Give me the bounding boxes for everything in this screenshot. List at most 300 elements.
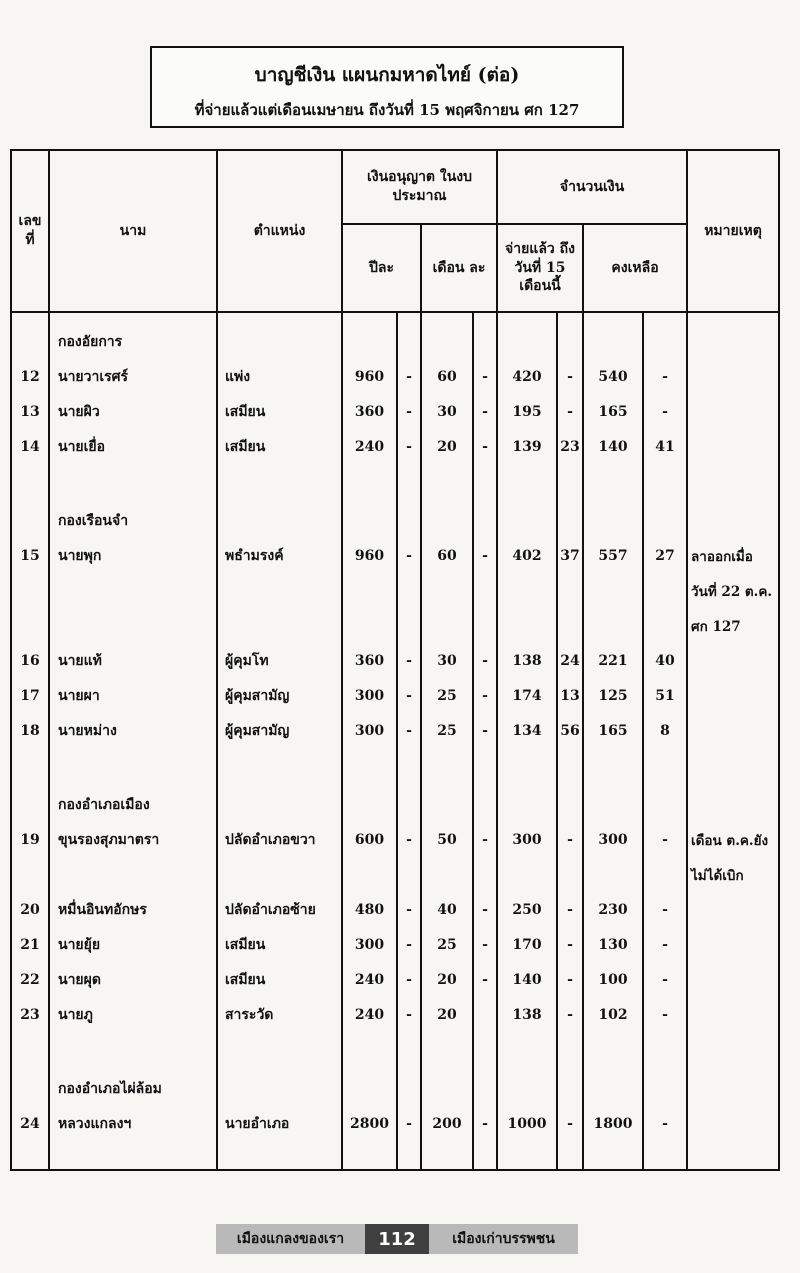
header-position: ตำแหน่ง xyxy=(217,150,342,312)
note-continuation-row xyxy=(11,573,779,608)
row-name: นายผุด xyxy=(49,962,217,997)
row-position: นายอำเภอ xyxy=(217,1106,342,1141)
header-no: เลข ที่ xyxy=(11,150,49,312)
row-month-amount: 25 xyxy=(421,927,473,962)
row-note xyxy=(687,359,779,394)
row-paid-amount xyxy=(497,776,557,822)
row-number: 13 xyxy=(11,394,49,429)
section-row xyxy=(11,776,779,822)
row-paid-amount: 134 xyxy=(497,713,557,748)
row-paid-amount xyxy=(497,573,557,608)
row-month-amount xyxy=(421,748,473,776)
row-number: 22 xyxy=(11,962,49,997)
row-paid-fraction: 13 xyxy=(557,678,583,713)
row-name xyxy=(49,608,217,643)
row-position: ผู้คุมสามัญ xyxy=(217,713,342,748)
spacer-row xyxy=(11,1141,779,1170)
row-remaining-fraction xyxy=(643,748,687,776)
row-paid-fraction xyxy=(557,312,583,359)
row-remaining-fraction: - xyxy=(643,892,687,927)
row-number xyxy=(11,492,49,538)
row-remaining-fraction: 40 xyxy=(643,643,687,678)
row-note xyxy=(687,312,779,359)
row-year-amount: 360 xyxy=(342,394,397,429)
row-month-fraction xyxy=(473,1032,497,1060)
row-number: 12 xyxy=(11,359,49,394)
row-year-amount: 300 xyxy=(342,927,397,962)
row-remaining-fraction: - xyxy=(643,927,687,962)
header-per-year: ปีละ xyxy=(342,224,421,312)
row-note xyxy=(687,927,779,962)
row-year-fraction: - xyxy=(397,643,421,678)
row-month-fraction: - xyxy=(473,429,497,464)
row-month-amount: 200 xyxy=(421,1106,473,1141)
row-paid-fraction: - xyxy=(557,1106,583,1141)
row-year-fraction xyxy=(397,748,421,776)
row-note xyxy=(687,892,779,927)
row-remaining-fraction xyxy=(643,1060,687,1106)
row-name: นายหม่าง xyxy=(49,713,217,748)
row-remaining-fraction: 27 xyxy=(643,538,687,573)
row-year-fraction xyxy=(397,857,421,892)
row-year-amount: 240 xyxy=(342,962,397,997)
row-remaining-fraction xyxy=(643,492,687,538)
row-year-fraction: - xyxy=(397,713,421,748)
row-year-fraction xyxy=(397,1141,421,1170)
row-year-fraction: - xyxy=(397,429,421,464)
row-paid-fraction: 37 xyxy=(557,538,583,573)
row-paid-amount xyxy=(497,1060,557,1106)
row-month-amount: 60 xyxy=(421,538,473,573)
row-year-fraction: - xyxy=(397,997,421,1032)
row-month-amount: 20 xyxy=(421,429,473,464)
row-position xyxy=(217,857,342,892)
row-month-fraction xyxy=(473,464,497,492)
row-note: วันที่ 22 ต.ค. xyxy=(687,573,779,608)
row-remaining-amount: 557 xyxy=(583,538,643,573)
row-number: 17 xyxy=(11,678,49,713)
table-row xyxy=(11,678,779,713)
row-year-fraction xyxy=(397,608,421,643)
row-paid-fraction xyxy=(557,776,583,822)
row-year-amount: 300 xyxy=(342,713,397,748)
row-remaining-amount: 165 xyxy=(583,713,643,748)
row-name: หลวงแกลงฯ xyxy=(49,1106,217,1141)
row-year-fraction xyxy=(397,312,421,359)
table-row xyxy=(11,892,779,927)
row-number: 19 xyxy=(11,822,49,857)
title-box xyxy=(150,46,624,128)
table-row xyxy=(11,359,779,394)
row-month-amount xyxy=(421,1141,473,1170)
row-year-fraction xyxy=(397,1032,421,1060)
row-name xyxy=(49,748,217,776)
row-month-amount: 30 xyxy=(421,394,473,429)
row-month-fraction: - xyxy=(473,892,497,927)
row-remaining-amount: 1800 xyxy=(583,1106,643,1141)
row-month-fraction xyxy=(473,776,497,822)
row-position: พธำมรงค์ xyxy=(217,538,342,573)
section-row xyxy=(11,312,779,359)
row-name xyxy=(49,464,217,492)
table-row xyxy=(11,822,779,857)
row-name: กองอัยการ xyxy=(49,312,217,359)
row-number: 14 xyxy=(11,429,49,464)
row-number xyxy=(11,608,49,643)
row-note xyxy=(687,464,779,492)
row-position xyxy=(217,748,342,776)
row-paid-amount: 138 xyxy=(497,643,557,678)
row-month-amount xyxy=(421,776,473,822)
row-year-fraction: - xyxy=(397,359,421,394)
row-month-fraction xyxy=(473,312,497,359)
row-number xyxy=(11,464,49,492)
row-remaining-fraction: - xyxy=(643,962,687,997)
row-paid-fraction xyxy=(557,464,583,492)
row-year-amount xyxy=(342,492,397,538)
row-remaining-fraction: 8 xyxy=(643,713,687,748)
row-name: กองอำเภอเมือง xyxy=(49,776,217,822)
table-row xyxy=(11,962,779,997)
row-paid-fraction: - xyxy=(557,359,583,394)
row-month-amount: 25 xyxy=(421,713,473,748)
row-paid-amount: 420 xyxy=(497,359,557,394)
row-month-fraction: - xyxy=(473,394,497,429)
row-note xyxy=(687,643,779,678)
row-remaining-amount: 300 xyxy=(583,822,643,857)
header-amount: จำนวนเงิน xyxy=(497,150,687,224)
row-paid-fraction xyxy=(557,1032,583,1060)
row-month-amount: 50 xyxy=(421,822,473,857)
row-remaining-amount: 130 xyxy=(583,927,643,962)
header-remaining: คงเหลือ xyxy=(583,224,687,312)
row-year-fraction xyxy=(397,573,421,608)
row-note xyxy=(687,678,779,713)
row-note xyxy=(687,429,779,464)
row-year-fraction: - xyxy=(397,1106,421,1141)
row-year-fraction: - xyxy=(397,538,421,573)
row-remaining-fraction xyxy=(643,608,687,643)
row-position xyxy=(217,776,342,822)
row-position xyxy=(217,573,342,608)
row-remaining-amount xyxy=(583,1060,643,1106)
row-position xyxy=(217,1060,342,1106)
row-month-fraction xyxy=(473,1060,497,1106)
row-month-amount: 30 xyxy=(421,643,473,678)
section-row xyxy=(11,1060,779,1106)
row-month-amount xyxy=(421,608,473,643)
row-note xyxy=(687,713,779,748)
row-paid-fraction: - xyxy=(557,927,583,962)
row-position: เสมียน xyxy=(217,962,342,997)
row-year-amount xyxy=(342,608,397,643)
row-paid-amount xyxy=(497,464,557,492)
row-note xyxy=(687,1060,779,1106)
row-year-fraction: - xyxy=(397,678,421,713)
row-remaining-amount: 165 xyxy=(583,394,643,429)
row-remaining-amount xyxy=(583,464,643,492)
row-month-fraction: - xyxy=(473,962,497,997)
row-month-amount: 25 xyxy=(421,678,473,713)
note-continuation-row xyxy=(11,857,779,892)
table-row xyxy=(11,1106,779,1141)
row-paid-fraction xyxy=(557,608,583,643)
spacer-row xyxy=(11,464,779,492)
row-position xyxy=(217,464,342,492)
row-year-fraction: - xyxy=(397,892,421,927)
header-paid: จ่ายแล้ว ถึงวันที่ 15 เดือนนี้ xyxy=(497,224,583,312)
row-number: 21 xyxy=(11,927,49,962)
row-remaining-amount xyxy=(583,748,643,776)
table-row xyxy=(11,429,779,464)
row-remaining-amount xyxy=(583,608,643,643)
row-month-amount xyxy=(421,857,473,892)
row-remaining-fraction xyxy=(643,573,687,608)
row-paid-fraction: 56 xyxy=(557,713,583,748)
row-year-amount xyxy=(342,776,397,822)
row-month-amount: 20 xyxy=(421,997,473,1032)
row-remaining-fraction: - xyxy=(643,394,687,429)
row-name xyxy=(49,857,217,892)
row-remaining-fraction: - xyxy=(643,997,687,1032)
row-year-amount: 960 xyxy=(342,538,397,573)
row-note xyxy=(687,1032,779,1060)
row-number: 24 xyxy=(11,1106,49,1141)
row-position xyxy=(217,608,342,643)
row-remaining-amount xyxy=(583,573,643,608)
row-month-fraction xyxy=(473,857,497,892)
row-paid-amount xyxy=(497,312,557,359)
row-note: ลาออกเมื่อ xyxy=(687,538,779,573)
row-month-amount xyxy=(421,492,473,538)
row-year-amount: 240 xyxy=(342,429,397,464)
row-paid-amount: 402 xyxy=(497,538,557,573)
table-row xyxy=(11,997,779,1032)
row-position: เสมียน xyxy=(217,429,342,464)
row-year-amount: 2800 xyxy=(342,1106,397,1141)
row-month-amount xyxy=(421,312,473,359)
row-year-amount: 300 xyxy=(342,678,397,713)
row-name xyxy=(49,573,217,608)
row-remaining-amount: 230 xyxy=(583,892,643,927)
row-position xyxy=(217,1032,342,1060)
footer-book-title: เมืองแกลงของเรา xyxy=(216,1224,365,1254)
row-remaining-amount: 125 xyxy=(583,678,643,713)
row-position: ผู้คุมสามัญ xyxy=(217,678,342,713)
row-name: นายยุ้ย xyxy=(49,927,217,962)
row-number xyxy=(11,312,49,359)
row-remaining-amount xyxy=(583,776,643,822)
row-position: ปลัดอำเภอซ้าย xyxy=(217,892,342,927)
row-month-amount: 40 xyxy=(421,892,473,927)
row-paid-fraction: 24 xyxy=(557,643,583,678)
page-number: 112 xyxy=(365,1224,429,1254)
row-note xyxy=(687,1106,779,1141)
row-position: ปลัดอำเภอขวา xyxy=(217,822,342,857)
row-paid-fraction xyxy=(557,573,583,608)
row-paid-fraction xyxy=(557,492,583,538)
row-position: เสมียน xyxy=(217,927,342,962)
row-remaining-fraction xyxy=(643,776,687,822)
row-paid-amount xyxy=(497,1141,557,1170)
row-year-amount: 600 xyxy=(342,822,397,857)
row-remaining-amount: 102 xyxy=(583,997,643,1032)
row-remaining-fraction: - xyxy=(643,1106,687,1141)
row-paid-fraction: - xyxy=(557,892,583,927)
row-paid-fraction xyxy=(557,1060,583,1106)
row-paid-amount: 1000 xyxy=(497,1106,557,1141)
row-number: 18 xyxy=(11,713,49,748)
table-row xyxy=(11,713,779,748)
row-year-amount: 240 xyxy=(342,997,397,1032)
row-number: 15 xyxy=(11,538,49,573)
row-remaining-amount: 140 xyxy=(583,429,643,464)
row-month-amount xyxy=(421,464,473,492)
row-month-fraction: - xyxy=(473,822,497,857)
row-note xyxy=(687,748,779,776)
row-paid-amount xyxy=(497,748,557,776)
note-continuation-row xyxy=(11,608,779,643)
row-position: แพ่ง xyxy=(217,359,342,394)
row-month-fraction xyxy=(473,1141,497,1170)
row-paid-amount: 140 xyxy=(497,962,557,997)
row-paid-amount xyxy=(497,608,557,643)
row-year-amount: 480 xyxy=(342,892,397,927)
row-paid-amount: 170 xyxy=(497,927,557,962)
row-paid-fraction: - xyxy=(557,962,583,997)
row-number xyxy=(11,1141,49,1170)
row-remaining-amount: 100 xyxy=(583,962,643,997)
row-month-amount: 20 xyxy=(421,962,473,997)
row-year-amount xyxy=(342,1141,397,1170)
spacer-row xyxy=(11,748,779,776)
row-number: 20 xyxy=(11,892,49,927)
row-name: หมื่นอินทอักษร xyxy=(49,892,217,927)
ledger-table xyxy=(10,149,780,1171)
row-month-fraction: - xyxy=(473,643,497,678)
row-name: นายวาเรศร์ xyxy=(49,359,217,394)
ledger-body xyxy=(11,312,779,1170)
row-note xyxy=(687,962,779,997)
row-year-amount: 960 xyxy=(342,359,397,394)
row-year-fraction xyxy=(397,492,421,538)
row-number xyxy=(11,857,49,892)
row-name: นายผิว xyxy=(49,394,217,429)
row-year-fraction xyxy=(397,1060,421,1106)
row-remaining-fraction xyxy=(643,1032,687,1060)
row-name: นายแท้ xyxy=(49,643,217,678)
row-paid-amount xyxy=(497,492,557,538)
row-number: 16 xyxy=(11,643,49,678)
row-year-amount xyxy=(342,464,397,492)
row-month-fraction: - xyxy=(473,678,497,713)
row-name: นายเยื่อ xyxy=(49,429,217,464)
row-note xyxy=(687,1141,779,1170)
row-month-amount xyxy=(421,1032,473,1060)
row-name: นายภู xyxy=(49,997,217,1032)
page-subtitle: ที่จ่ายแล้วแต่เดือนเมษายน ถึงวันที่ 15 พฤศจิกายน ศก 127 xyxy=(194,101,580,119)
row-note xyxy=(687,997,779,1032)
row-remaining-fraction xyxy=(643,1141,687,1170)
header-budget: เงินอนุญาต ในงบประมาณ xyxy=(342,150,497,224)
row-remaining-fraction: 51 xyxy=(643,678,687,713)
row-year-amount xyxy=(342,573,397,608)
row-remaining-fraction: 41 xyxy=(643,429,687,464)
row-paid-fraction: - xyxy=(557,822,583,857)
row-paid-amount: 139 xyxy=(497,429,557,464)
row-year-fraction xyxy=(397,776,421,822)
row-paid-fraction: - xyxy=(557,394,583,429)
row-remaining-amount: 540 xyxy=(583,359,643,394)
row-paid-fraction: 23 xyxy=(557,429,583,464)
row-paid-amount xyxy=(497,1032,557,1060)
row-remaining-fraction: - xyxy=(643,359,687,394)
row-number: 23 xyxy=(11,997,49,1032)
row-name: ขุนรองสุภมาตรา xyxy=(49,822,217,857)
row-note: เดือน ต.ค.ยัง xyxy=(687,822,779,857)
row-year-amount xyxy=(342,748,397,776)
row-month-fraction: - xyxy=(473,359,497,394)
row-paid-fraction xyxy=(557,1141,583,1170)
row-year-amount xyxy=(342,1060,397,1106)
row-note xyxy=(687,394,779,429)
row-remaining-amount xyxy=(583,857,643,892)
row-month-fraction: - xyxy=(473,927,497,962)
row-name: นายพุก xyxy=(49,538,217,573)
row-month-fraction xyxy=(473,608,497,643)
row-month-amount: 60 xyxy=(421,359,473,394)
row-position xyxy=(217,492,342,538)
row-year-amount xyxy=(342,1032,397,1060)
row-note: ศก 127 xyxy=(687,608,779,643)
row-position xyxy=(217,312,342,359)
row-note xyxy=(687,492,779,538)
row-remaining-fraction xyxy=(643,857,687,892)
row-name: กองเรือนจำ xyxy=(49,492,217,538)
row-remaining-fraction xyxy=(643,312,687,359)
row-position: เสมียน xyxy=(217,394,342,429)
row-paid-fraction xyxy=(557,857,583,892)
row-year-fraction: - xyxy=(397,962,421,997)
row-paid-amount: 174 xyxy=(497,678,557,713)
row-month-fraction xyxy=(473,997,497,1032)
header-note: หมายเหตุ xyxy=(687,150,779,312)
row-remaining-amount xyxy=(583,312,643,359)
row-remaining-fraction: - xyxy=(643,822,687,857)
row-month-amount xyxy=(421,1060,473,1106)
row-position xyxy=(217,1141,342,1170)
row-year-fraction: - xyxy=(397,927,421,962)
footer-subtitle: เมืองเก่าบรรพชน xyxy=(429,1224,578,1254)
row-note: ไม่ได้เบิก xyxy=(687,857,779,892)
row-month-amount xyxy=(421,573,473,608)
row-position: สาระวัด xyxy=(217,997,342,1032)
row-paid-fraction: - xyxy=(557,997,583,1032)
row-remaining-amount xyxy=(583,1141,643,1170)
spacer-row xyxy=(11,1032,779,1060)
row-year-amount: 360 xyxy=(342,643,397,678)
table-row xyxy=(11,643,779,678)
header-name: นาม xyxy=(49,150,217,312)
page-footer xyxy=(216,1224,578,1254)
row-month-fraction: - xyxy=(473,713,497,748)
table-row xyxy=(11,538,779,573)
row-year-amount xyxy=(342,312,397,359)
row-month-fraction: - xyxy=(473,1106,497,1141)
row-year-fraction: - xyxy=(397,822,421,857)
row-remaining-fraction xyxy=(643,464,687,492)
row-paid-amount xyxy=(497,857,557,892)
